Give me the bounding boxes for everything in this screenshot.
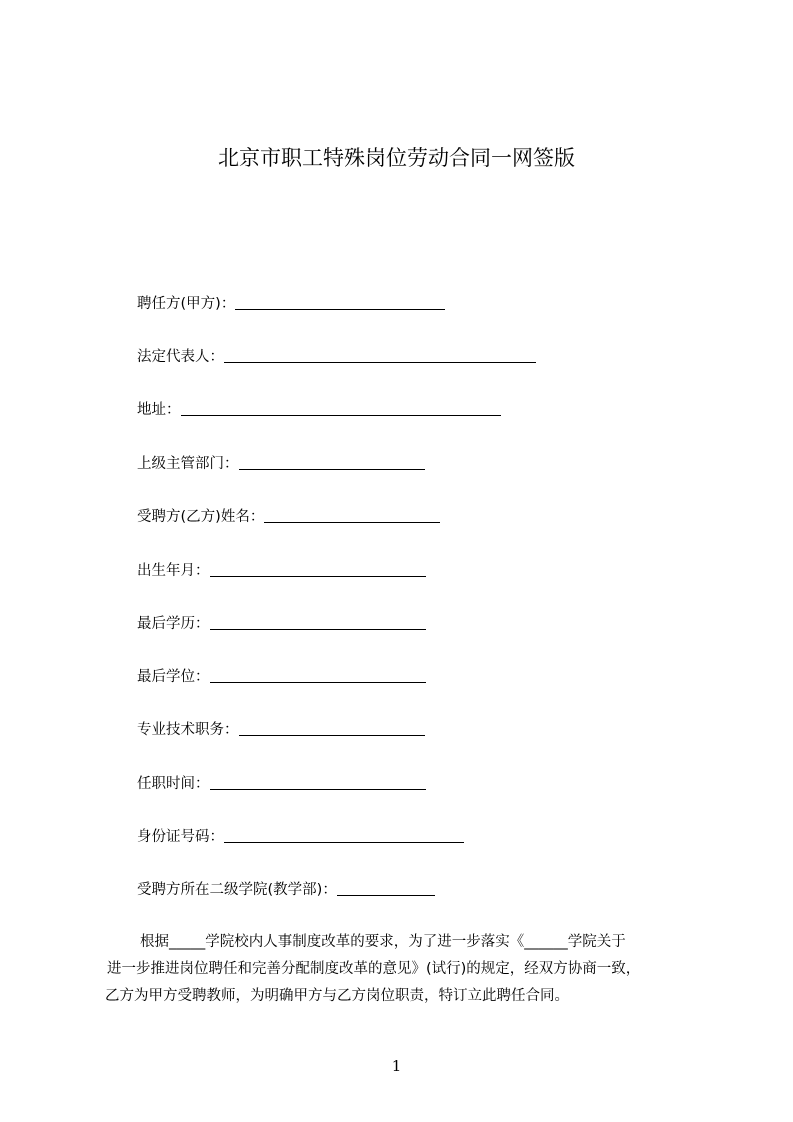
field-label-birth-date: 出生年月： — [137, 563, 210, 579]
blank-line-professional-title[interactable] — [239, 720, 425, 736]
field-appointment-time — [137, 772, 426, 794]
field-professional-title — [137, 718, 425, 740]
blank-line-education[interactable] — [210, 614, 426, 630]
blank-line-degree[interactable] — [210, 667, 426, 683]
field-address — [137, 398, 501, 420]
body-paragraph-line-1: 根据_____学院校内人事制度改革的要求，为了进一步落实《______学院关于 — [140, 934, 626, 950]
field-legal-representative — [137, 345, 536, 367]
page-number: 1 — [391, 1057, 402, 1075]
blank-line-address[interactable] — [181, 400, 501, 416]
blank-line-id-number[interactable] — [224, 827, 464, 843]
blank-line-legal-representative[interactable] — [224, 347, 536, 363]
field-college — [137, 878, 435, 900]
field-label-id-number: 身份证号码： — [137, 829, 224, 845]
field-label-professional-title: 专业技术职务： — [137, 722, 239, 738]
blank-line-appointment-time[interactable] — [210, 774, 426, 790]
field-id-number — [137, 825, 464, 847]
field-birth-date — [137, 559, 426, 581]
field-supervising-department — [137, 452, 425, 474]
body-paragraph-line-3: 乙方为甲方受聘教师，为明确甲方与乙方岗位职责，特订立此聘任合同。 — [105, 988, 569, 1004]
body-paragraph-line-2: 进一步推进岗位聘任和完善分配制度改革的意见》(试行)的规定，经双方协商一致， — [107, 961, 641, 977]
blank-line-college[interactable] — [337, 880, 435, 896]
blank-line-birth-date[interactable] — [210, 561, 426, 577]
field-label-legal-representative: 法定代表人： — [137, 349, 224, 365]
field-label-degree: 最后学位： — [137, 669, 210, 685]
blank-line-employer[interactable] — [235, 294, 445, 310]
field-education — [137, 612, 426, 634]
field-label-education: 最后学历： — [137, 616, 210, 632]
blank-line-supervising-department[interactable] — [239, 454, 425, 470]
field-degree — [137, 665, 426, 687]
blank-line-employee-name[interactable] — [264, 507, 440, 523]
field-label-employee-name: 受聘方(乙方)姓名： — [137, 509, 265, 525]
field-label-supervising-department: 上级主管部门： — [137, 456, 239, 472]
field-label-employer: 聘任方(甲方)： — [137, 296, 236, 312]
field-label-college: 受聘方所在二级学院(教学部)： — [137, 882, 337, 898]
field-employer — [137, 292, 445, 314]
field-label-address: 地址： — [137, 402, 181, 418]
page-title: 北京市职工特殊岗位劳动合同一网签版 — [218, 146, 575, 170]
field-employee-name — [137, 505, 440, 527]
field-label-appointment-time: 任职时间： — [137, 776, 210, 792]
